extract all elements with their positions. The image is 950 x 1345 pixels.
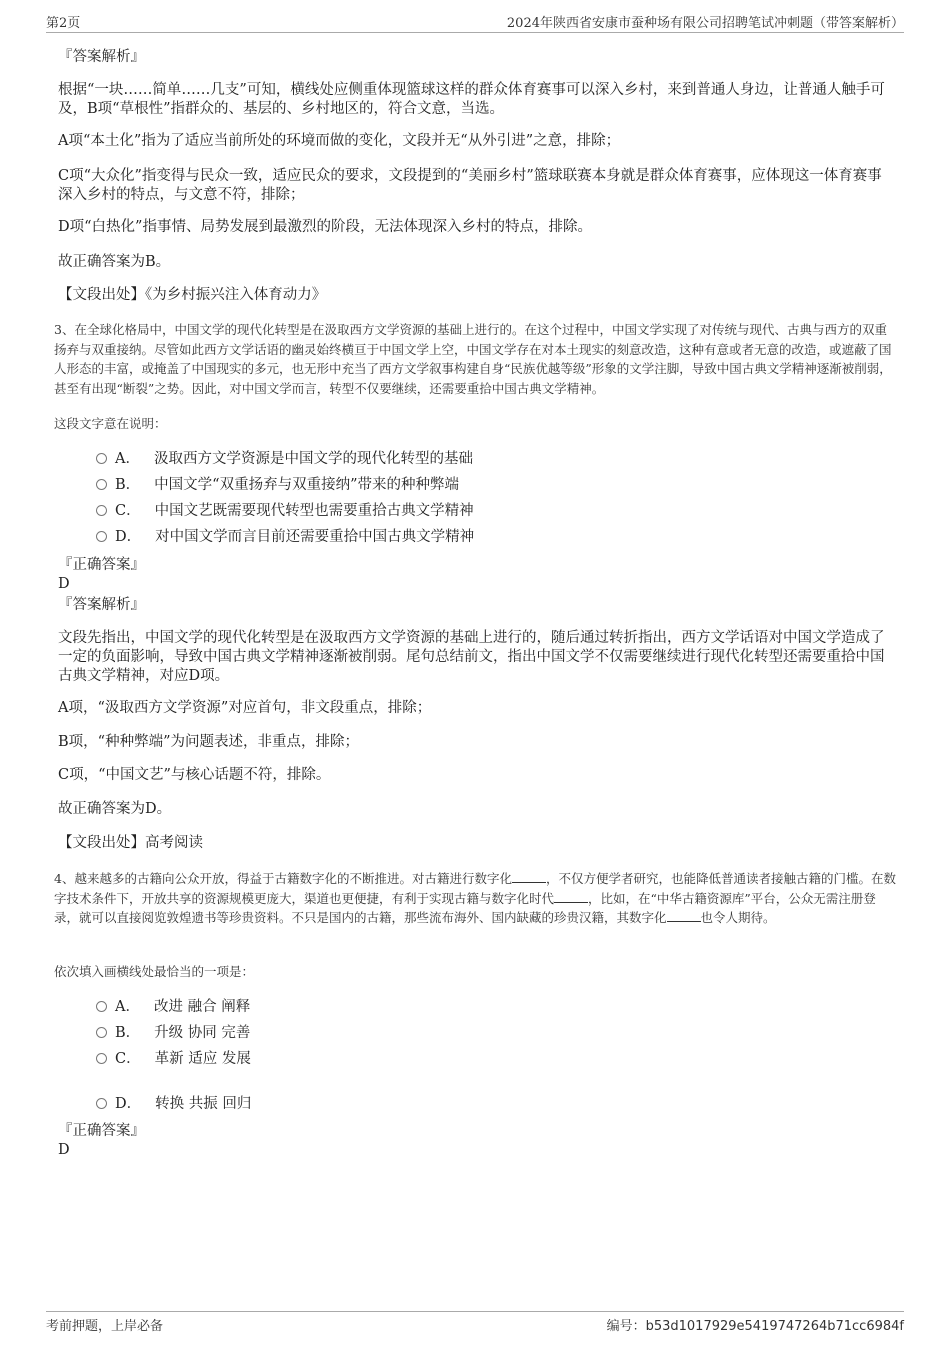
page-header [46,12,904,33]
page-footer [46,1311,904,1334]
correct-answer-statement: 故正确答案为B。 [58,254,171,270]
option-b[interactable]: B． 升级 协同 完善 [96,1024,250,1043]
option-c[interactable]: C． 中国文艺既需要现代转型也需要重拾古典文学精神 [96,502,474,521]
analysis-paragraph: A项，“汲取西方文学资源”对应首句，非文段重点，排除； [58,700,432,716]
answer-label: 『正确答案』 [58,1123,145,1139]
option-c[interactable]: C． 革新 适应 发展 [96,1050,251,1069]
option-d[interactable]: D． 对中国文学而言目前还需要重拾中国古典文学精神 [96,528,474,547]
radio-icon[interactable] [96,1001,107,1012]
fill-blank [667,909,701,922]
analysis-paragraph: 文段先指出，中国文学的现代化转型是在汲取西方文学资源的基础上进行的，随后通过转折指出，西方文学话语对中国文学造成了一定的负面影响，导致中国古典文学精神逐渐被削弱。尾句总结前文，指出中国文学不仅需要继续进行现代化转型还需要重拾中国古典文学精神，对应D项。 [58,630,885,684]
fill-blank [512,870,546,883]
analysis-label: 『答案解析』 [58,597,145,613]
analysis-paragraph: D项“白热化”指事情、局势发展到最激烈的阶段，无法体现深入乡村的特点，排除。 [58,219,592,235]
analysis-paragraph: C项“大众化”指变得与民众一致，适应民众的要求，文段提到的“美丽乡村”篮球联赛本身就是群众体育赛事，应体现这一体育赛事深入乡村的特点，与文意不符，排除； [58,168,882,203]
radio-icon[interactable] [96,1053,107,1064]
radio-icon[interactable] [96,505,107,516]
question-prompt: 这段文字意在说明： [54,416,167,431]
fill-blank [554,890,588,903]
radio-icon[interactable] [96,531,107,542]
radio-icon[interactable] [96,1027,107,1038]
radio-icon[interactable] [96,453,107,464]
question-stem: 4、越来越多的古籍向公众开放，得益于古籍数字化的不断推进。对古籍进行数字化 ，不仅方便学者研究，也能降低普通读者接触古籍的门槛。在数字技术条件下，开放共享的资源规模更庞大，渠道也更便捷，有利于实现古籍与数字化时代 ，比如，在“中华古籍资源库”平台，公众无需注册登录，就可以直接阅览敦煌遗书等珍贵资料。不只是国内的古籍，那些流布海外、国内缺藏的珍贵汉籍，其数字化 也令人期待。 [54,871,896,925]
document-code: 编号：b53d1017929e5419747264b71cc6984f [606,1319,904,1334]
radio-icon[interactable] [96,479,107,490]
footer-slogan: 考前押题，上岸必备 [46,1319,164,1334]
analysis-label: 『答案解析』 [58,49,145,65]
analysis-paragraph: B项，“种种弊端”为问题表述，非重点，排除； [58,734,359,750]
analysis-paragraph: C项，“中国文艺”与核心话题不符，排除。 [58,767,331,783]
answer-label: 『正确答案』 [58,557,145,573]
source-note: 【文段出处】《为乡村振兴注入体育动力》 [58,287,327,303]
option-b[interactable]: B． 中国文学“双重扬弃与双重接纳”带来的种种弊端 [96,476,459,495]
option-a[interactable]: A． 汲取西方文学资源是中国文学的现代化转型的基础 [96,450,473,469]
question-stem: 3、在全球化格局中，中国文学的现代化转型是在汲取西方文学资源的基础上进行的。在这个过程中，中国文学实现了对传统与现代、古典与西方的双重扬弃与双重接纳。尽管如此西方文学话语的幽灵始终横亘于中国文学上空，中国文学存在对本土现实的刻意改造，这种有意或者无意的改造，或遮蔽了国人形态的丰富，或掩盖了中国现实的多元，也无形中充当了西方文学叙事构建自身“民族优越等级”形象的文学注脚，导致中国古典文学精神逐渐被削弱，甚至有出现“断裂”之势。因此，对中国文学而言，转型不仅要继续，还需要重拾中国古典文学精神。 [54,322,892,396]
radio-icon[interactable] [96,1098,107,1109]
source-note: 【文段出处】高考阅读 [58,835,203,851]
document-title: 2024年陕西省安康市蚕种场有限公司招聘笔试冲刺题（带答案解析） [506,16,904,31]
question-prompt: 依次填入画横线处最恰当的一项是： [54,964,255,979]
answer-value: D [58,576,70,592]
correct-answer-statement: 故正确答案为D。 [58,801,172,817]
analysis-paragraph: 根据“一块……简单……几支”可知，横线处应侧重体现篮球这样的群众体育赛事可以深入乡村，来到普通人身边，让普通人触手可及，B项“草根性”指群众的、基层的、乡村地区的，符合文意，当选。 [58,82,885,117]
page-number: 第2页 [46,16,81,31]
option-a[interactable]: A． 改进 融合 阐释 [96,998,250,1017]
analysis-paragraph: A项“本土化”指为了适应当前所处的环境而做的变化，文段并无“从外引进”之意，排除； [58,133,621,149]
option-d[interactable]: D． 转换 共振 回归 [96,1095,251,1114]
answer-value: D [58,1142,70,1158]
